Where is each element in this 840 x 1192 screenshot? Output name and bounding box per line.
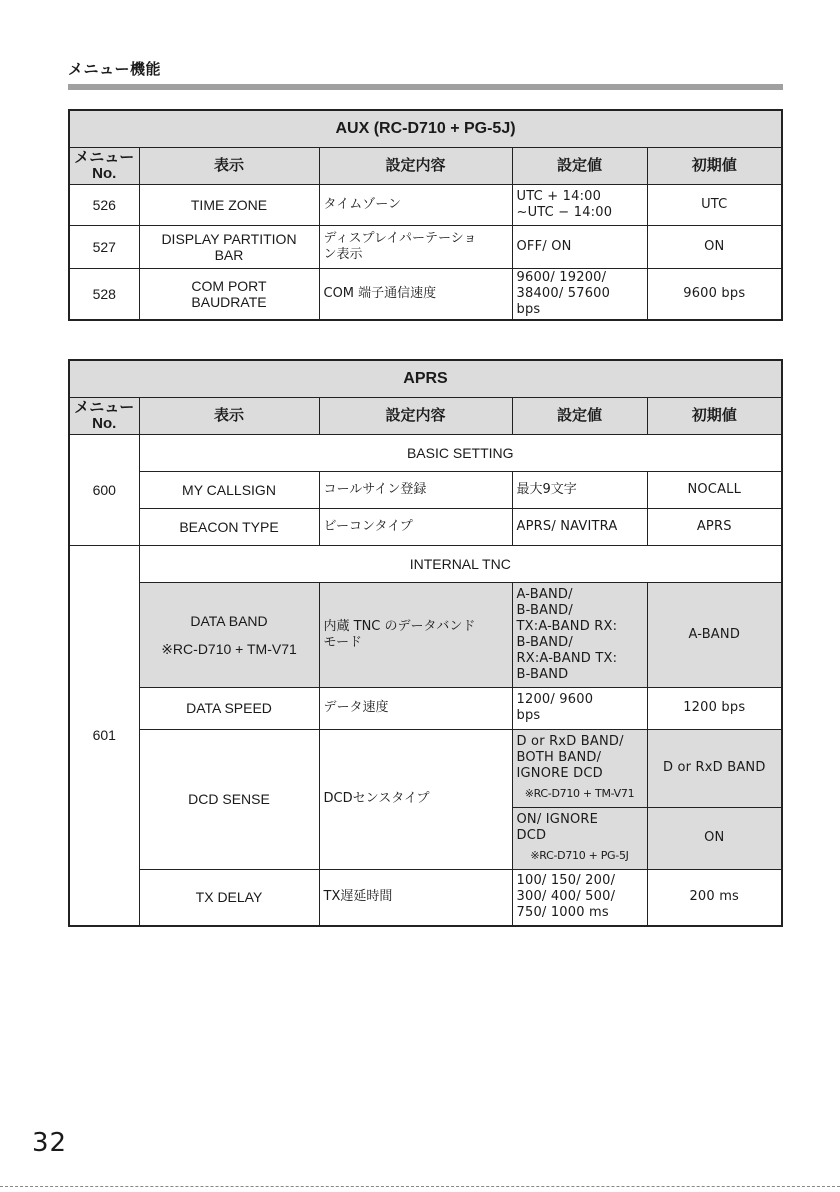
default-value: APRS <box>647 508 782 545</box>
setting-value: ON/ IGNORE DCD ※RC-D710 + PG-5J <box>512 807 647 869</box>
setting-value: 1200/ 9600 bps <box>512 687 647 729</box>
setting-value: 100/ 150/ 200/ 300/ 400/ 500/ 750/ 1000 ms <box>512 869 647 926</box>
setting-value: OFF/ ON <box>512 225 647 268</box>
default-value: NOCALL <box>647 471 782 508</box>
model-note: ※RC-D710 + TM-V71 <box>161 640 297 657</box>
default-value: D or RxD BAND <box>647 729 782 807</box>
default-value: A-BAND <box>647 582 782 687</box>
menu-no: 600 <box>69 434 139 545</box>
table-row <box>69 184 782 225</box>
setting-value: 9600/ 19200/ 38400/ 57600 bps <box>512 268 647 320</box>
table-row <box>69 225 782 268</box>
col-default: 初期値 <box>647 397 782 434</box>
content: 内蔵 TNC のデータバンド モード <box>319 582 512 687</box>
table-row <box>69 508 782 545</box>
display-name: COM PORT BAUDRATE <box>139 268 319 320</box>
content: COM 端子通信速度 <box>319 268 512 320</box>
setting-value: APRS/ NAVITRA <box>512 508 647 545</box>
col-value: 設定値 <box>512 147 647 184</box>
col-content: 設定内容 <box>319 147 512 184</box>
page-number: 32 <box>32 1128 68 1158</box>
section-title: メニュー機能 <box>68 60 162 78</box>
col-display: 表示 <box>139 147 319 184</box>
setting-value: 最大9文字 <box>512 471 647 508</box>
aprs-caption: APRS <box>69 360 782 397</box>
display-name: DATA SPEED <box>139 687 319 729</box>
content: ディスプレイパーテーショ ン表示 <box>319 225 512 268</box>
subheader-internal-tnc: INTERNAL TNC <box>139 545 782 582</box>
menu-no: 601 <box>69 545 139 926</box>
content: ビーコンタイプ <box>319 508 512 545</box>
default-value: 9600 bps <box>647 268 782 320</box>
col-value: 設定値 <box>512 397 647 434</box>
setting-value: D or RxD BAND/ BOTH BAND/ IGNORE DCD ※RC-D710 + TM-V71 <box>512 729 647 807</box>
menu-no: 526 <box>69 184 139 225</box>
table-row <box>69 582 782 687</box>
model-note: ※RC-D710 + PG-5J <box>530 849 629 862</box>
content: コールサイン登録 <box>319 471 512 508</box>
col-menu-no: メニュー No. <box>69 397 139 434</box>
model-note: ※RC-D710 + TM-V71 <box>524 787 635 800</box>
menu-no: 528 <box>69 268 139 320</box>
content: データ速度 <box>319 687 512 729</box>
display-name: DISPLAY PARTITION BAR <box>139 225 319 268</box>
col-content: 設定内容 <box>319 397 512 434</box>
col-default: 初期値 <box>647 147 782 184</box>
aprs-table <box>68 359 783 927</box>
display-name: TIME ZONE <box>139 184 319 225</box>
table-row <box>69 869 782 926</box>
page-edge-divider <box>0 1186 840 1187</box>
col-display: 表示 <box>139 397 319 434</box>
setting-value: A-BAND/ B-BAND/ TX:A-BAND RX: B-BAND/ RX:A-BAND TX: B-BAND <box>512 582 647 687</box>
content: タイムゾーン <box>319 184 512 225</box>
default-value: 200 ms <box>647 869 782 926</box>
content: DCDセンスタイプ <box>319 729 512 869</box>
setting-value: UTC + 14:00 ~UTC − 14:00 <box>512 184 647 225</box>
table-row <box>69 268 782 320</box>
aux-table <box>68 109 783 321</box>
default-value: UTC <box>647 184 782 225</box>
default-value: ON <box>647 807 782 869</box>
subheader-basic-setting: BASIC SETTING <box>139 434 782 471</box>
display-name: BEACON TYPE <box>139 508 319 545</box>
display-name: TX DELAY <box>139 869 319 926</box>
display-name: DATA BAND ※RC-D710 + TM-V71 <box>139 582 319 687</box>
col-menu-no: メニュー No. <box>69 147 139 184</box>
table-row <box>69 687 782 729</box>
display-name: DCD SENSE <box>139 729 319 869</box>
table-row <box>69 729 782 807</box>
menu-no: 527 <box>69 225 139 268</box>
default-value: ON <box>647 225 782 268</box>
table-row <box>69 471 782 508</box>
display-name: MY CALLSIGN <box>139 471 319 508</box>
title-rule <box>68 84 783 90</box>
default-value: 1200 bps <box>647 687 782 729</box>
aux-caption: AUX (RC-D710 + PG-5J) <box>69 110 782 147</box>
content: TX遅延時間 <box>319 869 512 926</box>
